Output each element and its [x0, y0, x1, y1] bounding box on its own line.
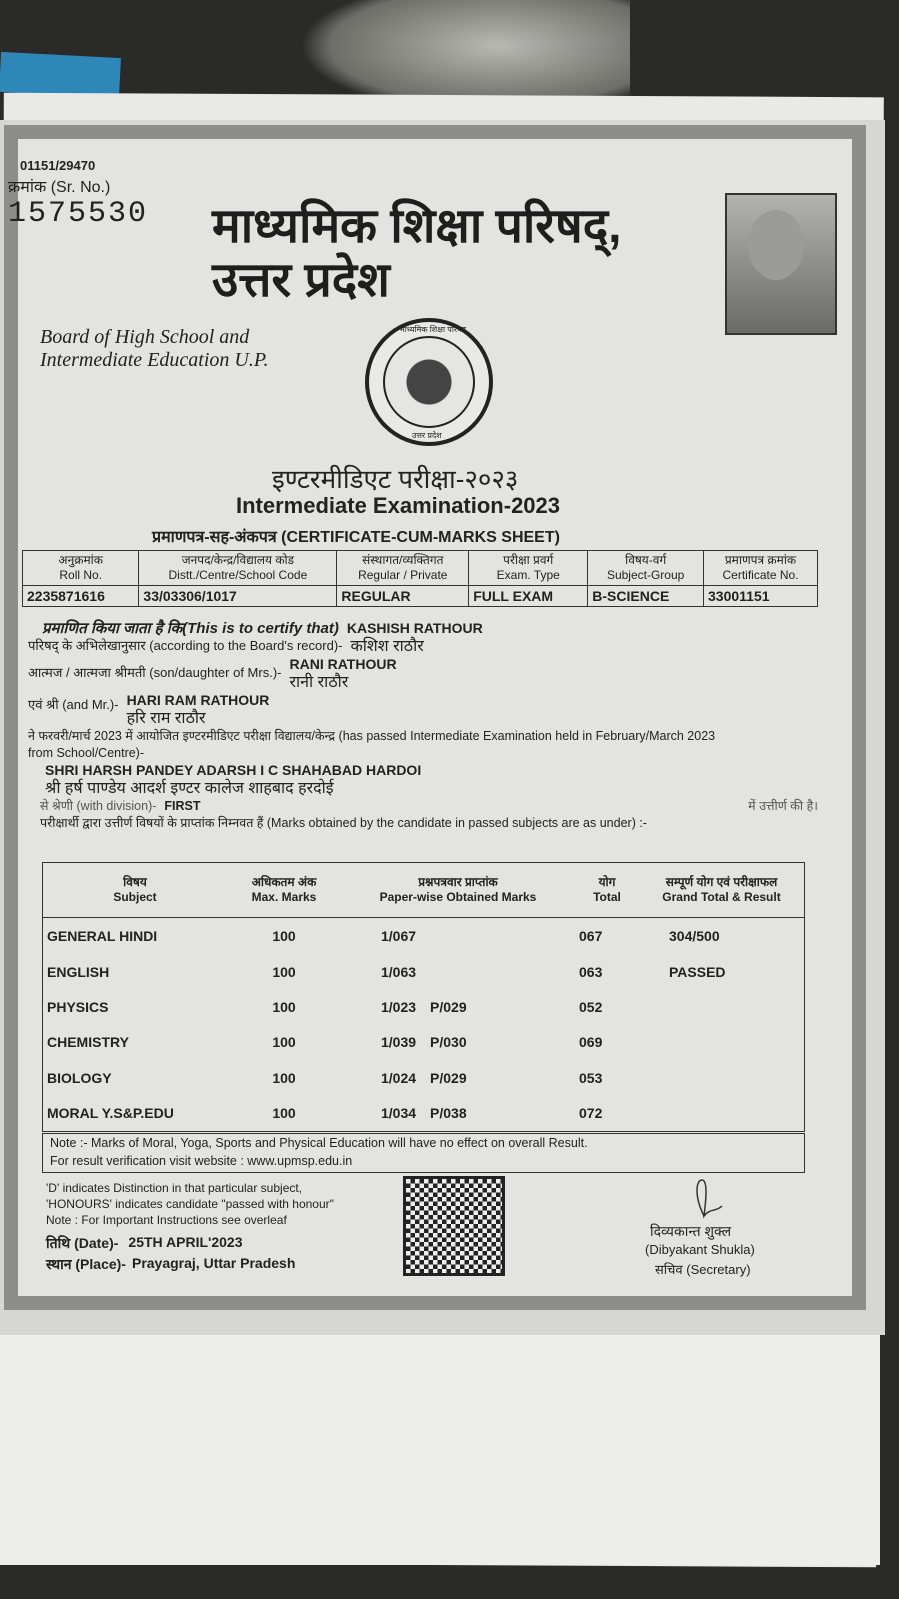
candidate-info-table: [22, 550, 818, 607]
place-row: [46, 1255, 295, 1274]
blue-folder-edge: [0, 52, 121, 98]
father-name: [127, 692, 270, 728]
exam-held-line: ने फरवरी/मार्च 2023 में आयोजित इण्टरमीडिएट परीक्षा विद्यालय/केन्द्र (has passed Intermediate Examination held in February/March 2023: [28, 729, 716, 743]
passed-text: में उत्तीर्ण की है।: [748, 799, 818, 813]
header-en: Exam. Type: [496, 568, 560, 582]
marks-grand: 304/500: [669, 928, 720, 945]
marks-p1: [341, 1095, 575, 1130]
info-header: [469, 551, 588, 586]
header-hi: सम्पूर्ण योग एवं परीक्षाफल: [665, 875, 778, 890]
mother-name: [289, 656, 396, 692]
place-label: स्थान (Place)-: [46, 1256, 126, 1272]
marks-table: [42, 862, 805, 1132]
marks-header: [639, 863, 805, 918]
board-title-hindi: माध्यमिक शिक्षा परिषद्, उत्तर प्रदेश: [212, 200, 622, 307]
marks-max: 100: [272, 1105, 296, 1122]
marks-total: 052: [579, 999, 603, 1016]
father-name-hi: हरि राम राठौर: [126, 710, 206, 727]
marks-subject: ENGLISH: [47, 963, 110, 980]
mother-row: [28, 656, 818, 692]
certificate-no: 33001151: [704, 586, 818, 607]
header-en: Roll No.: [59, 568, 103, 582]
header-hi: परीक्षा प्रवर्ग: [503, 553, 554, 567]
header-en: Regular / Private: [358, 568, 448, 582]
marks-row: [43, 954, 805, 989]
marks-grand: [639, 989, 805, 1024]
marks-subject: CHEMISTRY: [47, 1034, 129, 1051]
regular-private: REGULAR: [337, 586, 469, 607]
header-hi: अनुक्रमांक: [58, 553, 103, 567]
header-hi: विषय: [123, 875, 147, 890]
marks-total: 063: [579, 963, 603, 980]
date-row: [46, 1234, 242, 1253]
date-label: तिथि (Date)-: [46, 1235, 119, 1251]
certify-row: [28, 620, 818, 637]
candidate-name-hi: कशिश राठौर: [350, 638, 424, 655]
practical-marks: P/030: [430, 1034, 467, 1051]
school-code: 33/03306/1017: [139, 586, 337, 607]
marks-grand: [639, 1060, 805, 1095]
serial-label: क्रमांक (Sr. No.): [8, 179, 111, 196]
emblem-bottom-text: उत्तर प्रदेश: [412, 431, 442, 440]
marks-header-row: [43, 863, 805, 918]
marks-subject: BIOLOGY: [47, 1069, 112, 1086]
marks-max: 100: [272, 1069, 296, 1086]
marks-max: 100: [272, 928, 296, 945]
distinction-note: 'D' indicates Distinction in that particular subject,: [46, 1181, 303, 1195]
info-header: [337, 551, 469, 586]
division: FIRST: [164, 799, 201, 813]
marks-p1: [341, 954, 575, 989]
signatory-name-hi: दिव्यकान्त शुक्ल: [650, 1223, 732, 1239]
verification-line: For result verification visit website : www.upmsp.edu.in: [50, 1154, 353, 1168]
header-en: Subject: [113, 890, 157, 905]
marks-header: [575, 863, 639, 918]
marks-p1: [341, 918, 575, 954]
marks-row: [43, 1025, 805, 1060]
marks-total: 072: [579, 1105, 603, 1122]
marks-p1: [341, 989, 575, 1024]
reference-number: 01151/29470: [20, 158, 96, 173]
info-header: [704, 551, 818, 586]
info-header-row: [23, 551, 818, 586]
header-en: Total: [593, 890, 621, 905]
info-value-row: [23, 586, 818, 607]
note-line: Note :- Marks of Moral, Yoga, Sports and Physical Education will have no effect on overall Result.: [50, 1136, 588, 1150]
exam-title-english: Intermediate Examination-2023: [236, 493, 561, 518]
header-hi: संस्थागत/व्यक्तिगत: [362, 553, 444, 567]
emblem-inner: [383, 336, 475, 428]
practical-marks: P/029: [430, 1069, 467, 1086]
header-hi: प्रमाणपत्र क्रमांक: [724, 553, 797, 567]
marks-grand: [639, 1095, 805, 1130]
paper-1-marks: 1/067: [381, 928, 417, 945]
header-hi: जनपद/केन्द्र/विद्यालय कोड: [181, 553, 295, 567]
paper-1-marks: 1/034: [381, 1105, 417, 1122]
practical-marks: P/029: [430, 999, 467, 1016]
record-line: परिषद् के अभिलेखानुसार (according to the Board's record)-: [28, 638, 343, 653]
subject-group: B-SCIENCE: [588, 586, 704, 607]
serial-number: 1575530: [8, 197, 149, 231]
candidate-name-en: KASHISH RATHOUR: [346, 620, 483, 636]
header-hi: योग: [598, 875, 616, 890]
header-hi: अधिकतम अंक: [251, 875, 317, 890]
marks-grand: [639, 1025, 805, 1060]
header-en: Subject-Group: [606, 568, 685, 582]
roll-no: 2235871616: [23, 586, 139, 607]
issue-place: Prayagraj, Uttar Pradesh: [131, 1255, 296, 1271]
school-name-hi: श्री हर्ष पाण्डेय आदर्श इण्टर कालेज शाहबाद हरदोई: [45, 780, 334, 797]
marks-row: [43, 918, 805, 954]
marks-subject: GENERAL HINDI: [47, 928, 158, 945]
marks-max: 100: [272, 999, 296, 1016]
header-hi: विषय-वर्ग: [625, 553, 667, 567]
instructions-note: Note : For Important Instructions see overleaf: [46, 1213, 287, 1227]
info-header: [23, 551, 139, 586]
father-name-en: HARI RAM RATHOUR: [126, 692, 270, 708]
header-hi: प्रश्नपत्रवार प्राप्तांक: [418, 875, 498, 890]
division-row: [28, 798, 818, 815]
mother-line: आत्मज / आत्मजा श्रीमती (son/daughter of Mrs.)-: [28, 665, 282, 680]
honours-note: 'HONOURS' indicates candidate "passed with honour": [46, 1197, 334, 1211]
header-en: Certificate No.: [722, 568, 799, 582]
practical-marks: P/038: [430, 1105, 467, 1122]
paper-1-marks: 1/063: [381, 963, 417, 980]
document-type: प्रमाणपत्र-सह-अंकपत्र (CERTIFICATE-CUM-MARKS SHEET): [152, 529, 560, 546]
paper-1-marks: 1/039: [381, 1034, 417, 1051]
marks-max: 100: [272, 963, 296, 980]
mother-name-hi: रानी राठौर: [289, 674, 349, 691]
info-header: [588, 551, 704, 586]
marks-grand: PASSED: [669, 963, 726, 980]
paper-1-marks: 1/024: [381, 1069, 417, 1086]
info-header: [139, 551, 337, 586]
father-row: [28, 692, 818, 728]
signature: [690, 1176, 726, 1220]
marks-intro-line: परीक्षार्थी द्वारा उत्तीर्ण विषयों के प्राप्तांक निम्नवत हैं (Marks obtained by the candidate in passed subjects are as under) :-: [40, 816, 647, 830]
header-en: Grand Total & Result: [662, 890, 781, 905]
marks-header: [341, 863, 575, 918]
marks-total: 053: [579, 1069, 603, 1086]
marks-subject: PHYSICS: [47, 999, 109, 1016]
marks-subject: MORAL Y.S&P.EDU: [47, 1105, 174, 1122]
marks-total: 067: [579, 928, 603, 945]
marks-max: 100: [272, 1034, 296, 1051]
marks-row: [43, 1060, 805, 1095]
certify-line: प्रमाणित किया जाता है कि(This is to certify that): [42, 620, 339, 637]
emblem-top-text: माध्यमिक शिक्षा परिषद्: [400, 325, 467, 334]
verification-qr-code: [403, 1176, 505, 1276]
exam-type: FULL EXAM: [469, 586, 588, 607]
issue-date: 25TH APRIL'2023: [128, 1234, 243, 1250]
header-en: Distt./Centre/School Code: [168, 568, 308, 582]
marks-total: 069: [579, 1034, 603, 1051]
marks-row: [43, 1095, 805, 1130]
certification-text: [28, 620, 818, 832]
signatory-role: सचिव (Secretary): [655, 1262, 751, 1277]
marks-p1: [341, 1060, 575, 1095]
marks-row: [43, 989, 805, 1024]
marks-p1: [341, 1025, 575, 1060]
school-name-en: SHRI HARSH PANDEY ADARSH I C SHAHABAD HARDOI: [45, 762, 422, 778]
signatory-name-en: (Dibyakant Shukla): [645, 1242, 755, 1257]
blank-paper-area: [0, 1335, 880, 1565]
candidate-face: [748, 210, 804, 280]
record-row: [28, 637, 818, 656]
division-line: से श्रेणी (with division)-: [40, 799, 157, 813]
mother-name-en: RANI RATHOUR: [289, 656, 397, 672]
paper-1-marks: 1/023: [381, 999, 417, 1016]
school-line: from School/Centre)-: [28, 746, 145, 760]
header-en: Max. Marks: [251, 890, 317, 905]
board-title-english: Board of High School and Intermediate Education U.P.: [40, 326, 269, 371]
header-en: Paper-wise Obtained Marks: [379, 890, 537, 905]
father-line: एवं श्री (and Mr.)-: [28, 697, 119, 712]
exam-title-hindi: इण्टरमीडिएट परीक्षा-२०२३: [272, 464, 519, 494]
marks-header: [227, 863, 341, 918]
marks-header: [43, 863, 228, 918]
